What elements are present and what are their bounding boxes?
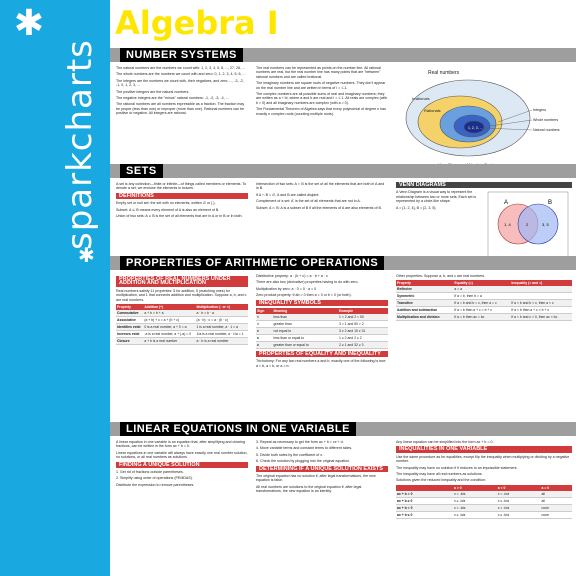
table-cell: Inverses exist [116, 331, 143, 338]
table-row [116, 338, 248, 345]
asterisk-icon: ✱ [13, 2, 45, 43]
table-row [116, 324, 248, 331]
section-bar-properties [110, 256, 576, 270]
table-cell: x < -b/a [497, 491, 541, 498]
table-cell: Closure [116, 338, 143, 345]
table-header: Inequality (< and >) [510, 280, 572, 286]
paragraph: The inequality may have all real numbers as solutions. [396, 472, 483, 477]
section-bar-number-systems [110, 48, 576, 62]
table-cell: ax + b ≤ 0 [396, 511, 453, 518]
table-cell: Reflexive [396, 286, 453, 293]
diagram-heading: Real numbers [428, 70, 460, 76]
table-cell: 0 is a real number, a + 0 = a [143, 324, 195, 331]
table-row [396, 511, 572, 518]
inequality-symbols-table [256, 308, 388, 349]
equality-properties-header: PROPERTIES OF EQUALITY AND INEQUALITY [256, 351, 388, 357]
irrationals-label: Irrationals [412, 96, 430, 101]
paragraph: The original equation has no solution if, after legal transformations, the new equation is false. [256, 474, 376, 483]
venn-circle-b [518, 204, 558, 244]
table-cell: none [541, 504, 572, 511]
paragraph: The real numbers can be represented as points on the number line. All rational numbers are real, but the real number line has many points that are "between" rational numbers and are called irrational. [256, 66, 381, 79]
table-row [256, 328, 388, 335]
table-cell: 1 < 2 and 2 < 50 [338, 314, 388, 321]
page-title: Algebra I [115, 4, 279, 42]
paragraph: The inequality may have no solution if it reduces to an impossible statement. [396, 465, 518, 470]
paragraph: The imaginary numbers are square roots of negative numbers. They don't appear on the real number line and are written in terms of i = √-1. [256, 81, 386, 90]
table-cell: x ≥ -b/a [453, 497, 497, 504]
equality-table [396, 280, 572, 321]
table-header: Meaning [272, 308, 338, 314]
table-cell: x ≥ -b/a [497, 511, 541, 518]
table-row [396, 300, 572, 307]
table-cell: ax + b > 0 [396, 491, 453, 498]
paragraph: If A ∩ B = ∅, A and B are called disjoint. [256, 192, 320, 197]
step: 5. Divide both sides by the coefficient of x. [256, 452, 324, 457]
table-cell: a = a [453, 286, 510, 293]
table-cell: none [541, 511, 572, 518]
step: 3. Repeat as necessary to get the form ax + b = cx + d. [256, 440, 344, 444]
table-cell: ax + b < 0 [396, 504, 453, 511]
paragraph: Multiplication by zero: a · 0 = 0 · a = 0 [256, 286, 317, 291]
table-cell: 1 ≤ 2 and 2 ≤ 2 [338, 335, 388, 342]
table-cell: Addition and subtraction [396, 307, 453, 314]
paragraph: Other properties: Suppose a, b, and c are real numbers. [396, 274, 486, 278]
table-cell: ≠ [256, 328, 272, 335]
inequality-symbols-header: INEQUALITY SYMBOLS [256, 300, 388, 306]
step: 2. Simplify using order of operations (PEMDAS). [116, 476, 193, 481]
table-header: Example [338, 308, 388, 314]
table-cell: 1/a is a real number, a · 1/a = 1 [196, 331, 249, 338]
table-cell: ax + b ≥ 0 [396, 497, 453, 504]
brand-wordmark: sparkcharts [60, 39, 100, 250]
venn-value-b: 3, 5 [542, 222, 549, 228]
whole-label: Whole numbers [533, 118, 559, 122]
paragraph: Complement of a set: A' is the set of all elements that are not in A. [256, 199, 361, 204]
table-header: a > 0 [453, 485, 497, 491]
real-properties-table [116, 304, 248, 345]
number-systems-diagram [398, 66, 570, 170]
table-row [256, 342, 388, 349]
paragraph: Subset: A ⊂ B: A is a subset of B if all the elements of A are also elements of B. [256, 205, 382, 210]
venn-example: A = {1, 2, 4}, B = {2, 3, 5} [396, 205, 436, 210]
table-cell: a + b is a real number [143, 338, 195, 345]
table-cell: 3 > 1 and 50 > 2 [338, 321, 388, 328]
venn-label-a: A [504, 200, 509, 207]
table-header: a = 0 [541, 485, 572, 491]
number-systems-venn-svg [398, 66, 570, 170]
section-title: SETS [120, 164, 163, 178]
venn-value-ab: 2 [526, 222, 529, 228]
table-row [396, 293, 572, 300]
venn-value-a: 1, 4 [504, 222, 511, 228]
step: 4. Move variable terms and constant terms to different sides. [256, 446, 353, 451]
paragraph: The complex numbers are all possible sums of real and imaginary numbers; they are written as a + bi, where a and b are real and i = √-1. All reals are complex (with b = 0) and all imaginary numbers are complex (with a = 0). [256, 92, 388, 105]
table-cell: 2 ≥ 1 and 32 ≥ 3 [338, 342, 388, 349]
table-header: Sign [256, 308, 272, 314]
paragraph: The Fundamental Theorem of Algebra says that every polynomial of degree n has exactly n complex roots (counting multiple roots). [256, 107, 386, 116]
finding-solution-header: FINDING A UNIQUE SOLUTION [116, 462, 248, 468]
table-cell: Symmetric [396, 293, 453, 300]
table-cell [510, 293, 572, 300]
table-cell: 3 ≠ 2 and 10 ≠ 31 [338, 328, 388, 335]
paragraph: Trichotomy: For any two real numbers a and b, exactly one of the following is true: a < b, a = b, or a > b. [256, 359, 387, 368]
table-cell: a · b is a real number [196, 338, 249, 345]
sidebar-band [0, 0, 110, 576]
table-cell: all [541, 491, 572, 498]
table-cell: If a = b, then b = a [453, 293, 510, 300]
number-systems-col2 [256, 66, 388, 176]
table-cell: x ≤ -b/a [453, 511, 497, 518]
table-cell: Associative [116, 317, 143, 324]
table-cell: x ≤ -b/a [497, 497, 541, 504]
table-header: Property [396, 280, 453, 286]
table-row [396, 504, 572, 511]
definition: Empty set or null set: the set with no elements; written ∅ or { }. [116, 201, 216, 206]
paragraph: Zero product property: If ab = 0 then a = 0 or b = 0 (or both). [256, 293, 352, 298]
table-header: a < 0 [497, 485, 541, 491]
venn-diagram-svg [486, 190, 570, 260]
table-cell: x > -b/a [497, 504, 541, 511]
table-row [256, 335, 388, 342]
paragraph: A set is any collection—finite or infinite—of things called members or elements. To denote a set, we enclose the elements in braces. [116, 182, 247, 191]
table-header: Addition (+) [143, 304, 195, 310]
table-row [116, 317, 248, 324]
table-cell: Multiplication and division [396, 314, 453, 321]
table-cell: Transitive [396, 300, 453, 307]
inner-label: 1, 2, 3, ... [468, 126, 483, 130]
table-cell: 1 is a real number, a · 1 = a [196, 324, 249, 331]
table-row [116, 331, 248, 338]
table-header: Property [116, 304, 143, 310]
table-row [396, 497, 572, 504]
table-caption: Solutions given the reduced inequality and the condition: [396, 478, 486, 483]
table-cell: -a is a real number, a + (-a) = 0 [143, 331, 195, 338]
linear-col2 [256, 440, 388, 574]
table-cell: If a = b then a + c = b + c [453, 307, 510, 314]
table-cell: less than [272, 314, 338, 321]
table-cell: a + b = b + a [143, 310, 195, 317]
real-properties-header: PROPERTIES OF REAL NUMBERS UNDER ADDITION AND MULTIPLICATION [116, 276, 248, 287]
table-cell: x > -b/a [453, 491, 497, 498]
table-cell: (a + b) + c = a + (b + c) [143, 317, 195, 324]
inequalities-header: INEQUALITIES IN ONE VARIABLE [396, 446, 572, 452]
section-bar-sets [110, 164, 576, 178]
properties-col1 [116, 274, 248, 420]
table-cell: (a · b) · c = a · (b · c) [196, 317, 249, 324]
table-cell: If a = b and b = c, then a = c [453, 300, 510, 307]
paragraph: Intersection of two sets: A ∩ B is the set of all the elements that are both in A and in B. [256, 182, 385, 191]
definition: Subset: A ⊆ B means every element of A is also an element of B. [116, 207, 220, 212]
section-title: PROPERTIES OF ARITHMETIC OPERATIONS [120, 256, 384, 270]
paragraph: Any linear equation can be simplified into the form ax + b = 0. [396, 440, 494, 444]
table-cell: less than or equal to [272, 335, 338, 342]
linear-col1 [116, 440, 248, 574]
paragraph: Use the same procedure as for equalities, except flip the inequality when multiplying or dividing by a negative number. [396, 454, 570, 464]
venn-header: VENN DIAGRAMS [396, 182, 572, 188]
table-row [396, 314, 572, 321]
table-cell: If a < b and b < c, then a < c [510, 300, 572, 307]
paragraph: Linear equations in one variable will always have exactly one real number solution, no solutions, or all real numbers as solutions. [116, 450, 248, 460]
definitions-header: DEFINITIONS [116, 193, 248, 199]
rationals-label: Rationals [424, 108, 441, 113]
definition: Union of two sets: A ∪ B is the set of all elements that are in A or in B or in both. [116, 214, 243, 219]
table-row [396, 307, 572, 314]
paragraph: The positive integers are the natural numbers. [116, 89, 190, 94]
table-header: Multiplication (· or ×) [196, 304, 249, 310]
linear-col3 [396, 440, 572, 574]
table-cell: < [256, 314, 272, 321]
inequality-solution-table [396, 485, 572, 519]
table-cell: ≥ [256, 342, 272, 349]
asterisk-small-icon: ✱ [78, 245, 95, 267]
natural-label: Natural numbers [533, 128, 560, 132]
paragraph: All real numbers are solutions to the original equation if, after legal transformations, the new equation is an identity. [256, 484, 362, 494]
table-cell: ≤ [256, 335, 272, 342]
paragraph: Real numbers satisfy 11 properties: 5 for addition, 5 (matching ones) for multiplication, and 1 that connects addition and multiplication. Suppose a, b, and c are real numbers. [116, 288, 247, 302]
table-cell: > [256, 321, 272, 328]
table-cell: x < -b/a [453, 504, 497, 511]
number-systems-col1 [116, 66, 248, 176]
table-cell: a · b = b · a [196, 310, 249, 317]
venn-label-b: B [548, 200, 553, 207]
paragraph: A linear equation in one variable is an equation that, after simplifying and clearing fractions, can be written in the form ax + b = 0. [116, 440, 246, 449]
paragraph: The negative integers are the "minus" natural numbers: -1, -2, -3, -4, ... [116, 96, 229, 101]
table-cell: all [541, 497, 572, 504]
table-cell: If a = b then ac = bc [453, 314, 510, 321]
step: 6. Check the solution by plugging into the original equation. [256, 459, 351, 464]
section-title: NUMBER SYSTEMS [120, 48, 243, 62]
table-cell: Identities exist [116, 324, 143, 331]
paragraph: The integers are the numbers we count with, their negatives, and zero: ..., -3, -2, -1, 0, 1, 2, 3, ... [116, 78, 244, 88]
table-cell: greater than [272, 321, 338, 328]
table-cell: greater than or equal to [272, 342, 338, 349]
table-row [256, 321, 388, 328]
step: 1. Get rid of fractions outside parentheses. [116, 470, 184, 475]
table-cell: Commutative [116, 310, 143, 317]
step: Distribute the expression to remove parentheses. [116, 482, 195, 487]
paragraph: There are also two (derivative) properties having to do with zero. [256, 280, 359, 285]
paragraph: The whole numbers are the numbers we count with and zero: 0, 1, 2, 3, 4, 5, 6, ... [116, 72, 246, 77]
paragraph: The rational numbers are all numbers expressible as a fraction. The fraction may be proper (less than one) or improper (more than one). Rational numbers can be positive or negative. All integers are rational. [116, 102, 245, 116]
section-title: LINEAR EQUATIONS IN ONE VARIABLE [120, 422, 356, 436]
table-header: Equality (=) [453, 280, 510, 286]
determining-solution-header: DETERMINING IF A UNIQUE SOLUTION EXISTS [256, 466, 388, 472]
properties-col3 [396, 274, 572, 420]
reference-sheet [110, 44, 576, 576]
table-cell: not equal to [272, 328, 338, 335]
properties-col2 [256, 274, 388, 420]
paragraph: Distributive property: a · (b + c) = a · b + a · c [256, 274, 328, 278]
table-cell: If a < b then a + c < b + c [510, 307, 572, 314]
venn-text: A Venn Diagram is a visual way to represent the relationship between two or more sets. Each set is represented by a circle-like shape. [396, 190, 477, 204]
table-cell: If a < b and c > 0, then ac < bc [510, 314, 572, 321]
paragraph: The natural numbers are the numbers we count with: 1, 2, 3, 4, 5, 6, ..., 27, 28, ... [116, 66, 246, 70]
integers-label: Integers [533, 108, 546, 112]
section-bar-linear [110, 422, 576, 436]
